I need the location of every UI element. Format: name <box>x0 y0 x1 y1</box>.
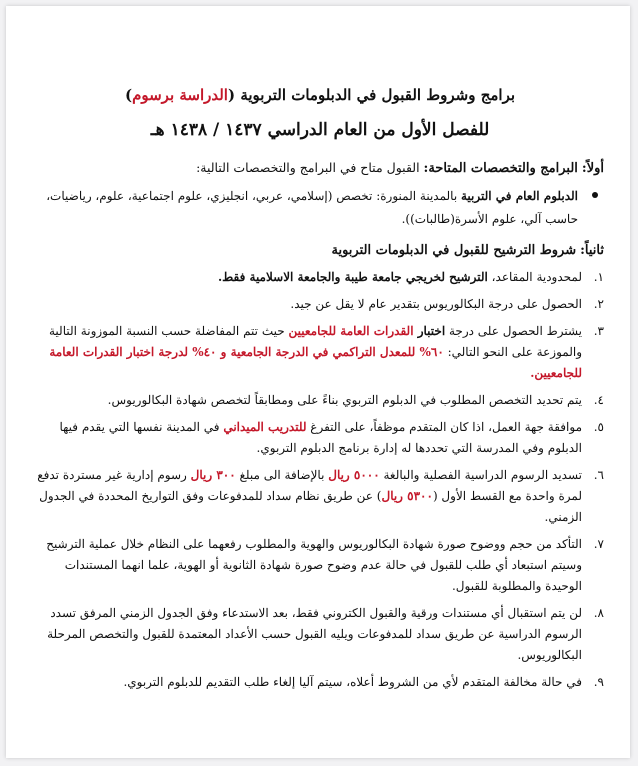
list-item: ٤. يتم تحديد التخصص المطلوب في الدبلوم التربوي بناءً على ومطابقاً لتخصص شهادة البكالوريوس. <box>107 393 604 408</box>
document-page <box>6 6 630 758</box>
programs-list <box>36 185 604 231</box>
list-item: ٢. الحصول على درجة البكالوريوس بتقدير عام لا يقل عن جيد. <box>290 297 604 312</box>
list-item: ٧. التأكد من حجم ووضوح صورة شهادة البكالوريوس والهوية والمطلوب رفعهما على النظام خلال عملية الترشيح وسيتم استبعاد أي طلب للقبول في حالة عدم وضوح صورة شهادة الثانوية أو الهوية، علما انهما المستندات الوحيدة والمطلوبة للقبول. <box>46 537 604 594</box>
list-item: ٨. لن يتم استقبال أي مستندات ورقية والقبول الكتروني فقط، بعد الاستدعاء وفق الجدول الزمني المرفق تسدد الرسوم الدراسية عن طريق سداد للمدفوعات ويليه القبول حسب الأعداد المعتمدة للقبول والتخصص المرحلة البكالوريوس. <box>47 606 604 663</box>
section-1-intro: القبول متاح في البرامج والتخصصات التالية: <box>196 159 424 175</box>
section-2-heading: ثانياً: شروط الترشيح للقبول في الدبلومات التربوية <box>331 243 604 259</box>
list-item: الدبلوم العام في التربية بالمدينة المنورة: تخصص (إسلامي، عربي، انجليزي، علوم اجتماعية، علوم، رياضيات، حاسب آلي، علوم الأسرة(طالبات)). <box>36 185 578 231</box>
title-highlight: الدراسة برسوم <box>132 86 228 104</box>
list-item: ٩. في حالة مخالفة المتقدم لأي من الشروط أعلاه، سيتم آليا إلغاء طلب التقديم للدبلوم التربوي. <box>123 675 604 690</box>
list-item: ٣. يشترط الحصول على درجة اختبار القدرات العامة للجامعيين حيث تتم المفاضلة حسب النسبة الموزونة التالية والموزعة على النحو التالي: ٦٠% للمعدل التراكمي في الدرجة الجامعية و ٤٠% لدرجة اختبار القدرات العامة للجامعيين. <box>49 324 604 381</box>
section-1-heading: أولاً: البرامج والتخصصات المتاحة: القبول متاح في البرامج والتخصصات التالية: <box>196 159 604 176</box>
title-line-1: برامج وشروط القبول في الدبلومات التربوية (الدراسة برسوم) <box>124 86 516 104</box>
list-item: ٦. تسديد الرسوم الدراسية الفصلية والبالغة ٥٠٠٠ ريال بالإضافة الى مبلغ ٣٠٠ ريال رسوم إدارية غير مستردة تدفع لمرة واحدة مع القسط الأول (٥٣٠٠ ريال) عن طريق نظام سداد للمدفوعات وفق التواريخ المحددة في الجدول الزمني. <box>37 468 604 525</box>
title-line-2: للفصل الأول من العام الدراسي ١٤٣٧ / ١٤٣٨ هـ <box>150 120 490 141</box>
list-item: ٥. موافقة جهة العمل، اذا كان المتقدم موظفاً، على التفرغ للتدريب الميداني في المدينة نفسها التي يقدم فيها الدبلوم وفي المدرسة التي تحددها له إدارة برنامج الدبلوم التربوي. <box>59 420 604 456</box>
section-2-title: شروط الترشيح للقبول في الدبلومات التربوية <box>331 243 577 259</box>
conditions-list <box>36 267 604 693</box>
section-1-title: البرامج والتخصصات المتاحة: <box>423 160 578 176</box>
list-item: ١. لمحدودية المقاعد، الترشيح لخريجي جامعة طيبة والجامعة الاسلامية فقط. <box>217 270 604 285</box>
document-body <box>6 6 630 693</box>
